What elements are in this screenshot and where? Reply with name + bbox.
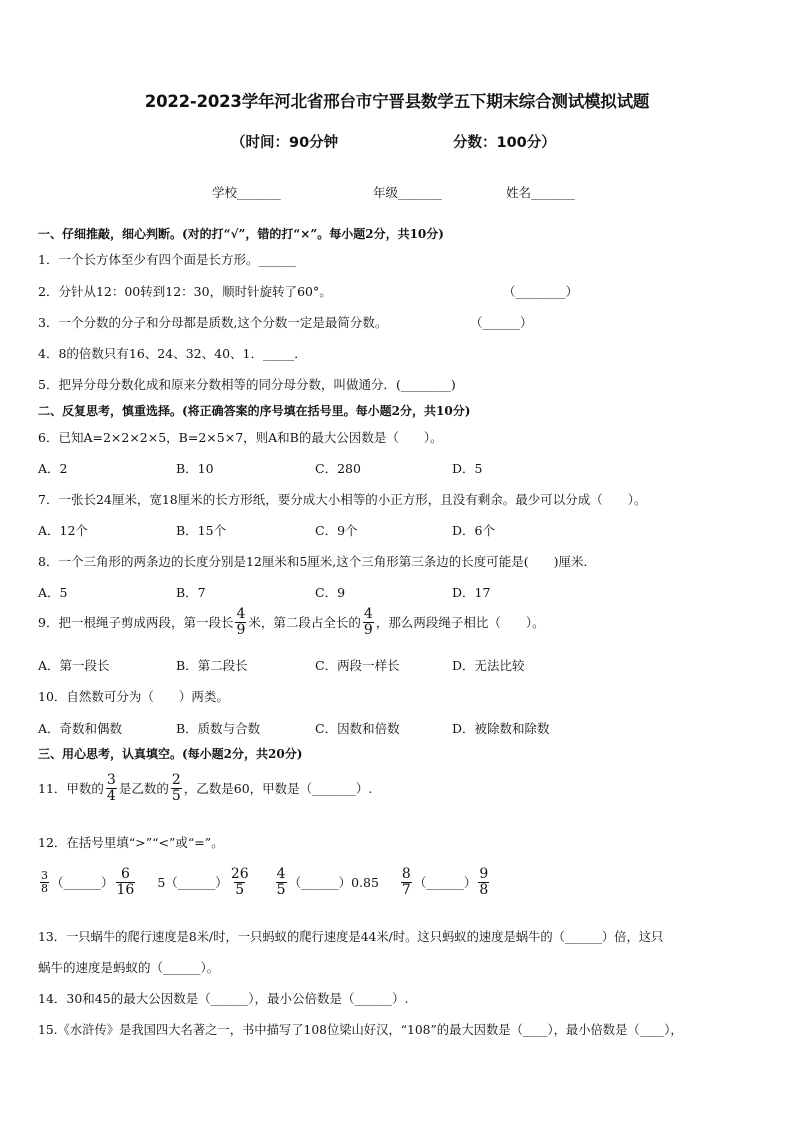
q9-option-c: C．两段一样长 bbox=[315, 658, 400, 673]
q12-fraction-b-denominator: 16 bbox=[116, 881, 135, 898]
q12-fraction-e-denominator: 5 bbox=[276, 881, 286, 898]
question-15: 15.《水浒传》是我国四大名著之一，书中描写了108位梁山好汉，“108”的最大因数是（____），最小倍数是（____）， bbox=[38, 1023, 683, 1037]
q12-fraction-g-denominator: 7 bbox=[401, 881, 411, 898]
q11-text-1: 11．甲数的 bbox=[38, 781, 104, 797]
q6-option-d: D．5 bbox=[452, 461, 483, 476]
q8-option-d: D．17 bbox=[452, 585, 491, 600]
q8-option-b: B．7 bbox=[176, 585, 206, 600]
q12-fraction-b bbox=[116, 867, 136, 897]
section-1-heading: 一、仔细推敲，细心判断。(对的打“√”，错的打“×”。每小题2分，共10分) bbox=[38, 227, 444, 241]
q11-text-2: 是乙数的 bbox=[118, 781, 169, 797]
q9-fraction-2-numerator: 4 bbox=[363, 606, 373, 622]
q12-fraction-g-wrap bbox=[399, 867, 414, 897]
q10-option-b: B．质数与合数 bbox=[176, 721, 261, 736]
q6-option-b: B．10 bbox=[176, 461, 214, 476]
name-field: 姓名_______ bbox=[506, 185, 575, 200]
page-title: 2022-2023学年河北省邢台市宁晋县数学五下期末综合测试模拟试题 bbox=[144, 92, 650, 111]
q9-option-b: B．第二段长 bbox=[176, 658, 248, 673]
q11-fraction-1-denominator: 4 bbox=[106, 787, 116, 804]
question-12-comparisons bbox=[38, 867, 491, 897]
q12-blank-1: （______） bbox=[51, 875, 114, 891]
q8-option-a: A．5 bbox=[38, 585, 68, 600]
q12-fraction-h bbox=[478, 867, 489, 897]
q12-fraction-d-numerator: 26 bbox=[230, 866, 249, 882]
question-3-blank: （______） bbox=[470, 315, 533, 330]
q11-fraction-2-denominator: 5 bbox=[171, 787, 181, 804]
question-1: 1．一个长方体至少有四个面是长方形。______ bbox=[38, 252, 296, 267]
q9-fraction-2 bbox=[363, 607, 374, 637]
question-6: 6．已知A=2×2×2×5，B=2×5×7，则A和B的最大公因数是（ ）。 bbox=[38, 430, 443, 445]
q9-fraction-2-denominator: 9 bbox=[363, 621, 373, 638]
q9-text-2: 米，第二段占全长的 bbox=[248, 615, 361, 631]
q12-fraction-a-denominator: 8 bbox=[41, 881, 48, 895]
q9-fraction-1-numerator: 4 bbox=[236, 606, 246, 622]
q12-fraction-a bbox=[40, 870, 49, 894]
q10-option-a: A．奇数和偶数 bbox=[38, 721, 123, 736]
question-5: 5．把异分母分数化成和原来分数相等的同分母分数，叫做通分．(________) bbox=[38, 377, 456, 392]
q12-fraction-d bbox=[230, 867, 250, 897]
q12-fraction-g bbox=[401, 867, 412, 897]
q11-fraction-1-numerator: 3 bbox=[106, 772, 116, 788]
q6-option-c: C．280 bbox=[315, 461, 361, 476]
q12-number-c: 5 bbox=[157, 874, 166, 890]
grade-field: 年级_______ bbox=[373, 185, 442, 200]
q12-blank-2: （______） bbox=[165, 875, 228, 891]
q11-text-3: ，乙数是60，甲数是（_______）. bbox=[183, 781, 373, 797]
q11-fraction-2 bbox=[171, 773, 182, 803]
question-10: 10．自然数可分为（ ）两类。 bbox=[38, 689, 229, 704]
q8-option-c: C．9 bbox=[315, 585, 346, 600]
q11-fraction-2-numerator: 2 bbox=[171, 772, 181, 788]
q10-option-c: C．因数和倍数 bbox=[315, 721, 400, 736]
section-3-heading: 三、用心思考，认真填空。(每小题2分，共20分) bbox=[38, 747, 303, 761]
school-field: 学校_______ bbox=[212, 185, 281, 200]
q9-text-1: 9．把一根绳子剪成两段，第一段长 bbox=[38, 615, 234, 631]
q10-option-d: D．被除数和除数 bbox=[452, 721, 550, 736]
q12-blank-3: （______） bbox=[288, 875, 352, 891]
question-13-line-2: 蜗牛的速度是蚂蚁的（______）。 bbox=[38, 960, 220, 975]
q11-fraction-1 bbox=[106, 773, 117, 803]
question-11 bbox=[38, 773, 372, 803]
question-2: 2．分针从12：00转到12：30，顺时针旋转了60°。 bbox=[38, 284, 332, 299]
q9-fraction-1-denominator: 9 bbox=[236, 621, 246, 638]
q12-fraction-h-denominator: 8 bbox=[479, 881, 489, 898]
q9-option-d: D．无法比较 bbox=[452, 658, 525, 673]
question-3: 3．一个分数的分子和分母都是质数,这个分数一定是最简分数。 bbox=[38, 315, 388, 330]
q12-fraction-e-wrap bbox=[274, 867, 289, 897]
q12-number-f: 0.85 bbox=[351, 874, 379, 890]
q12-fraction-e bbox=[276, 867, 287, 897]
q9-option-a: A．第一段长 bbox=[38, 658, 110, 673]
question-2-blank: （________） bbox=[503, 284, 579, 299]
q7-option-c: C．9个 bbox=[315, 523, 358, 538]
q12-fraction-d-denominator: 5 bbox=[235, 881, 245, 898]
question-14: 14．30和45的最大公因数是（______），最小公倍数是（______）. bbox=[38, 991, 409, 1006]
question-12: 12．在括号里填“>”“<”或“=”。 bbox=[38, 835, 224, 850]
question-9 bbox=[38, 607, 545, 637]
q9-text-3: ，那么两段绳子相比（ ）。 bbox=[375, 615, 545, 631]
q12-fraction-h-numerator: 9 bbox=[479, 866, 489, 882]
q12-fraction-b-numerator: 6 bbox=[120, 866, 130, 882]
question-13-line-1: 13．一只蜗牛的爬行速度是8米/时，一只蚂蚁的爬行速度是44米/时。这只蚂蚁的速度是蜗牛的（______）倍，这只 bbox=[38, 930, 664, 944]
exam-time: （时间：90分钟 bbox=[231, 135, 339, 151]
question-4: 4．8的倍数只有16、24、32、40、1．_____． bbox=[38, 346, 307, 361]
q9-fraction-1 bbox=[235, 607, 246, 637]
q7-option-d: D．6个 bbox=[452, 523, 495, 538]
q7-option-b: B．15个 bbox=[176, 523, 227, 538]
q12-fraction-e-numerator: 4 bbox=[276, 866, 286, 882]
question-8: 8．一个三角形的两条边的长度分别是12厘米和5厘米,这个三角形第三条边的长度可能是( )厘米． bbox=[38, 554, 597, 569]
section-2-heading: 二、反复思考，慎重选择。(将正确答案的序号填在括号里。每小题2分，共10分) bbox=[38, 404, 471, 418]
question-7: 7．一张长24厘米，宽18厘米的长方形纸，要分成大小相等的小正方形，且没有剩余。最少可以分成（ ）。 bbox=[38, 492, 647, 507]
q12-fraction-g-numerator: 8 bbox=[401, 866, 411, 882]
q12-fraction-a-numerator: 3 bbox=[41, 869, 48, 883]
exam-score: 分数：100分） bbox=[453, 135, 556, 151]
q7-option-a: A．12个 bbox=[38, 523, 88, 538]
q6-option-a: A．2 bbox=[38, 461, 68, 476]
q12-blank-4: （______） bbox=[413, 875, 477, 891]
